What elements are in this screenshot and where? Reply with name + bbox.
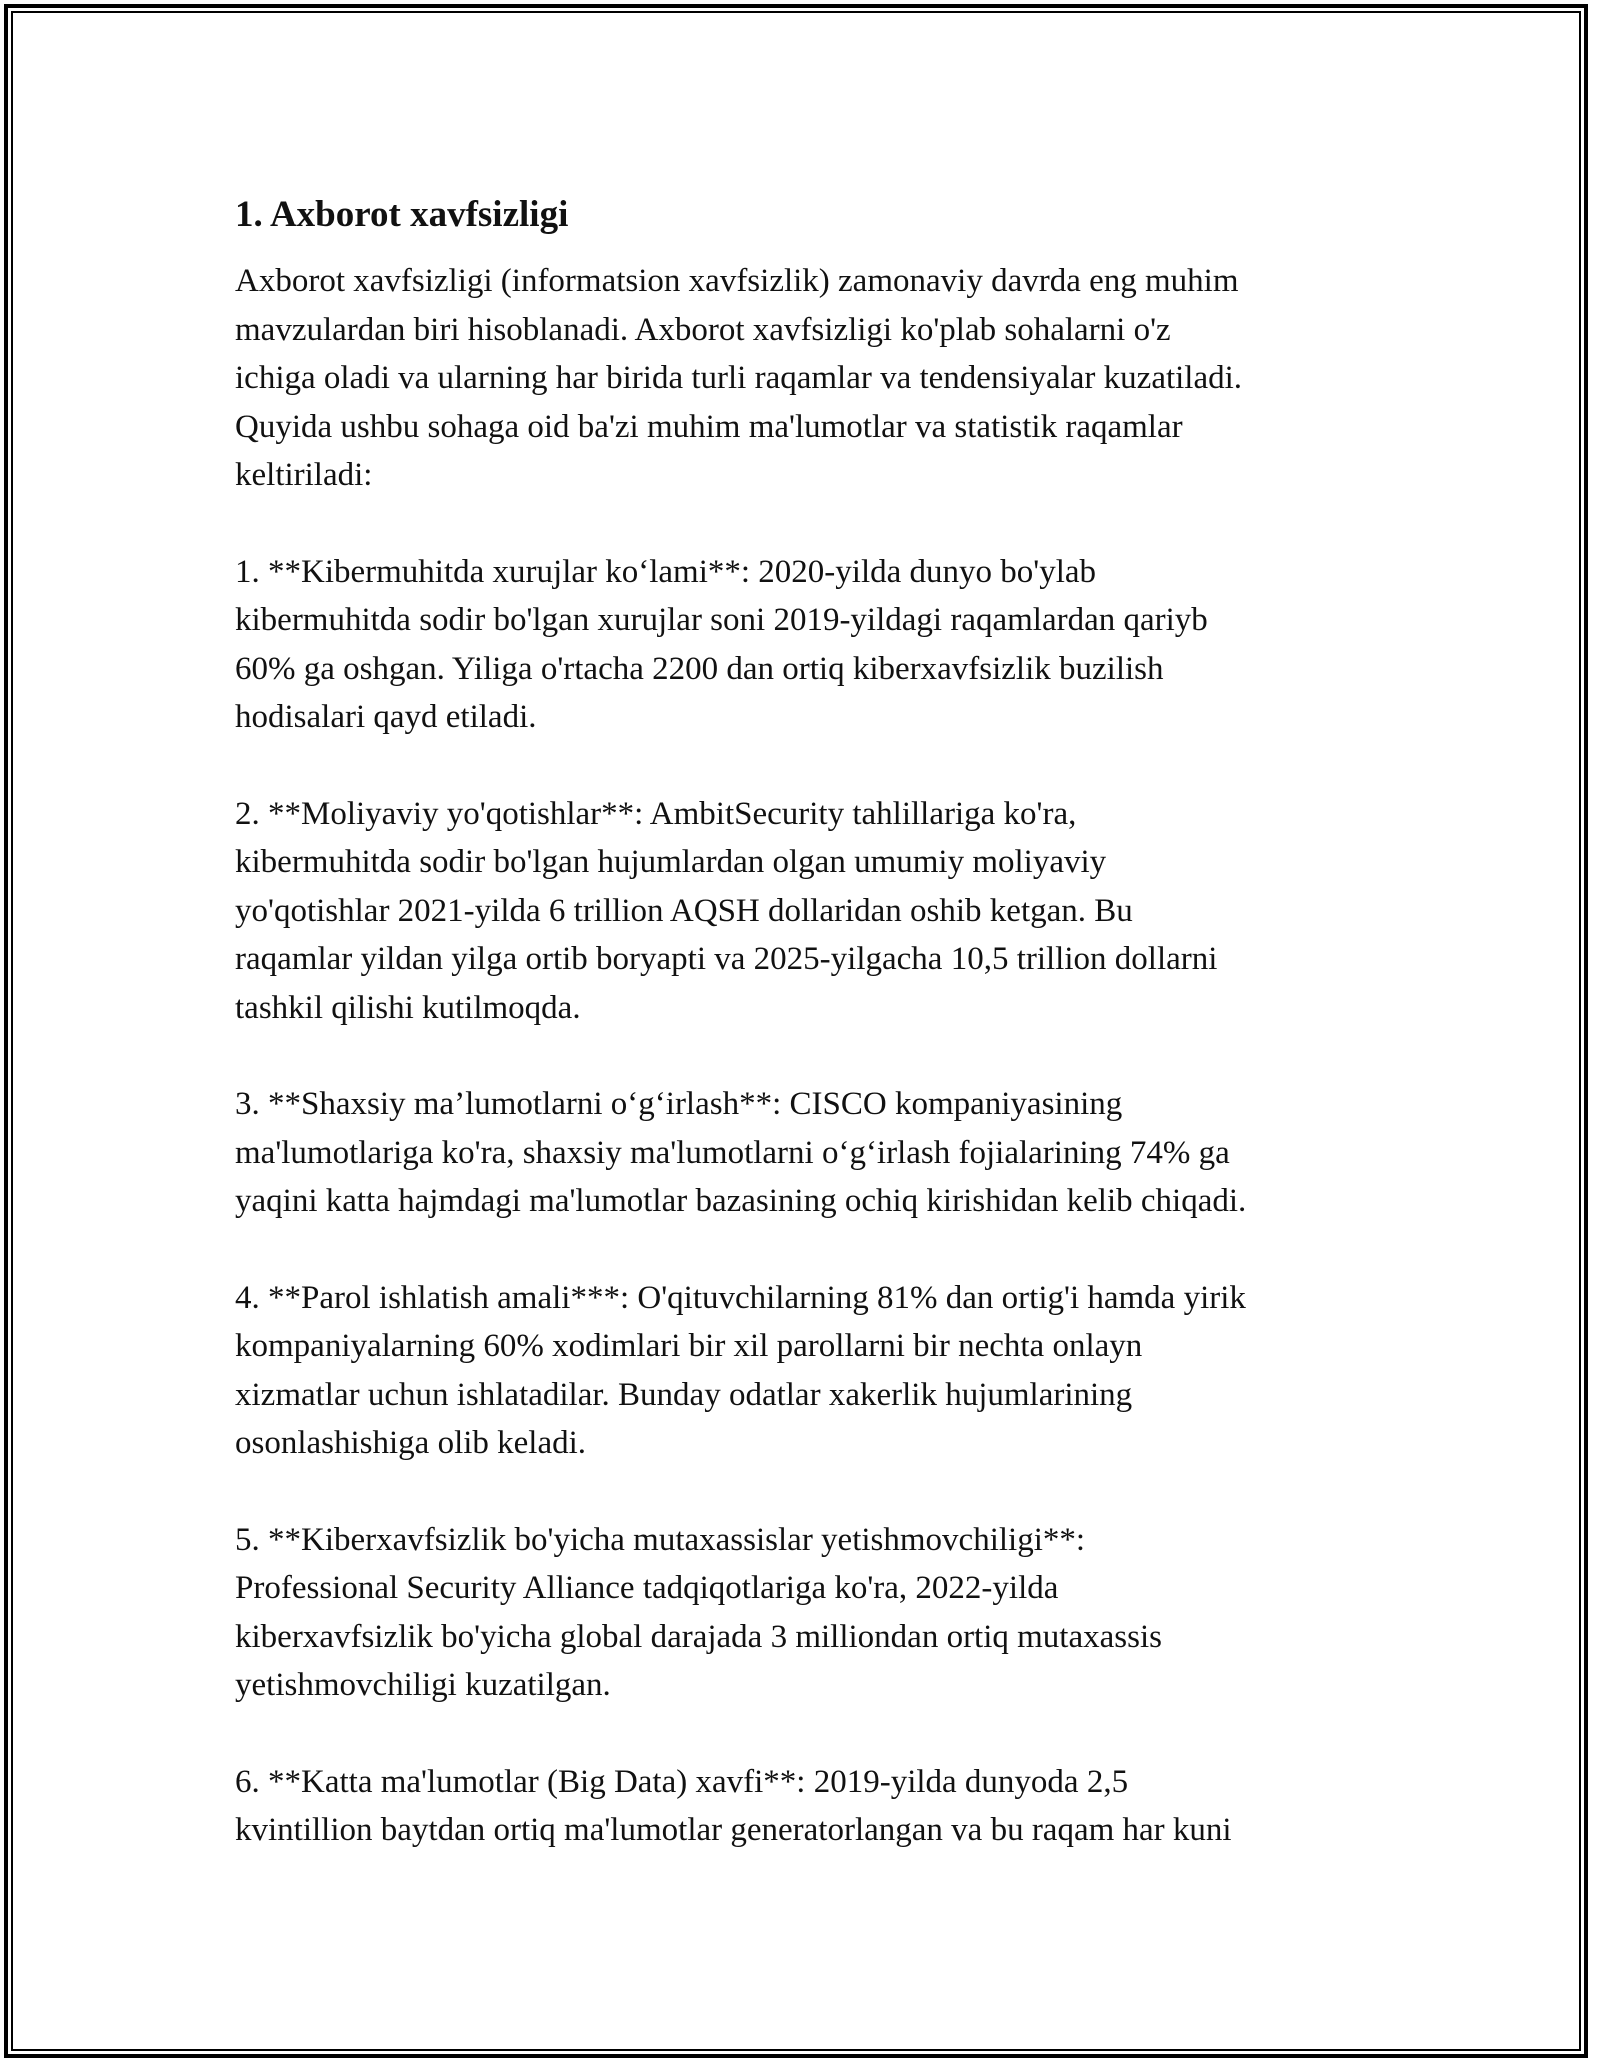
text-line: 4. **Parol ishlatish amali***: O'qituvchilarning 81% dan ortig'i hamda yirik xyxy=(235,1279,1246,1316)
text-line: kompaniyalarning 60% xodimlari bir xil parollarni bir nechta onlayn xyxy=(235,1328,1143,1364)
text-line: yetishmovchiligi kuzatilgan. xyxy=(235,1667,611,1703)
text-line: tashkil qilishi kutilmoqda. xyxy=(235,989,581,1026)
document-body xyxy=(235,187,1365,1903)
section-heading: 1. Axborot xavfsizligi xyxy=(235,194,569,235)
intro-paragraph xyxy=(235,257,1365,500)
text-line: osonlashishiga olib keladi. xyxy=(235,1425,587,1461)
list-item-1-paragraph xyxy=(235,548,1365,742)
text-line: Quyida ushbu sohaga oid ba'zi muhim ma'lumotlar va statistik raqamlar xyxy=(235,408,1183,445)
text-line: 3. **Shaxsiy ma’lumotlarni o‘g‘irlash**: CISCO kompaniyasining xyxy=(235,1086,1123,1122)
text-line: kiberxavfsizlik bo'yicha global darajada 3 milliondan ortiq mutaxassis xyxy=(235,1618,1162,1655)
list-item-4-paragraph xyxy=(235,1274,1365,1468)
text-line: xizmatlar uchun ishlatadilar. Bunday odatlar xakerlik hujumlarining xyxy=(235,1376,1133,1413)
text-line: kvintillion baytdan ortiq ma'lumotlar generatorlangan va bu raqam har kuni xyxy=(235,1812,1232,1848)
text-line: ma'lumotlariga ko'ra, shaxsiy ma'lumotlarni o‘g‘irlash fojialarining 74% ga xyxy=(235,1134,1230,1171)
text-line: keltiriladi: xyxy=(235,457,373,493)
list-item-6-paragraph xyxy=(235,1758,1365,1855)
list-item-3-paragraph xyxy=(235,1080,1365,1226)
text-line: Professional Security Alliance tadqiqotlariga ko'ra, 2022-yilda xyxy=(235,1570,1059,1606)
text-line: kibermuhitda sodir bo'lgan xurujlar soni 2019-yildagi raqamlardan qariyb xyxy=(235,602,1208,638)
list-item-5-paragraph xyxy=(235,1516,1365,1710)
text-line: raqamlar yildan yilga ortib boryapti va 2025-yilgacha 10,5 trillion dollarni xyxy=(235,941,1218,977)
text-line: ichiga oladi va ularning har birida turli raqamlar va tendensiyalar kuzatiladi. xyxy=(235,360,1243,396)
text-line: hodisalari qayd etiladi. xyxy=(235,699,537,735)
list-item-2-paragraph xyxy=(235,790,1365,1033)
text-line: Axborot xavfsizligi (informatsion xavfsizlik) zamonaviy davrda eng muhim xyxy=(235,263,1239,299)
text-line: 5. **Kiberxavfsizlik bo'yicha mutaxassislar yetishmovchiligi**: xyxy=(235,1521,1086,1558)
text-line: 6. **Katta ma'lumotlar (Big Data) xavfi**: 2019-yilda dunyoda 2,5 xyxy=(235,1763,1129,1800)
text-line: yaqini katta hajmdagi ma'lumotlar bazasining ochiq kirishidan kelib chiqadi. xyxy=(235,1183,1247,1219)
text-line: yo'qotishlar 2021-yilda 6 trillion AQSH dollaridan oshib ketgan. Bu xyxy=(235,892,1133,929)
text-line: 1. **Kibermuhitda xurujlar ko‘lami**: 2020-yilda dunyo bo'ylab xyxy=(235,553,1097,590)
text-line: mavzulardan biri hisoblanadi. Axborot xavfsizligi ko'plab sohalarni o'z xyxy=(235,311,1171,348)
text-line: kibermuhitda sodir bo'lgan hujumlardan olgan umumiy moliyaviy xyxy=(235,844,1107,880)
text-line: 2. **Moliyaviy yo'qotishlar**: AmbitSecurity tahlillariga ko'ra, xyxy=(235,795,1077,832)
text-line: 60% ga oshgan. Yiliga o'rtacha 2200 dan ortiq kiberxavfsizlik buzilish xyxy=(235,650,1164,687)
